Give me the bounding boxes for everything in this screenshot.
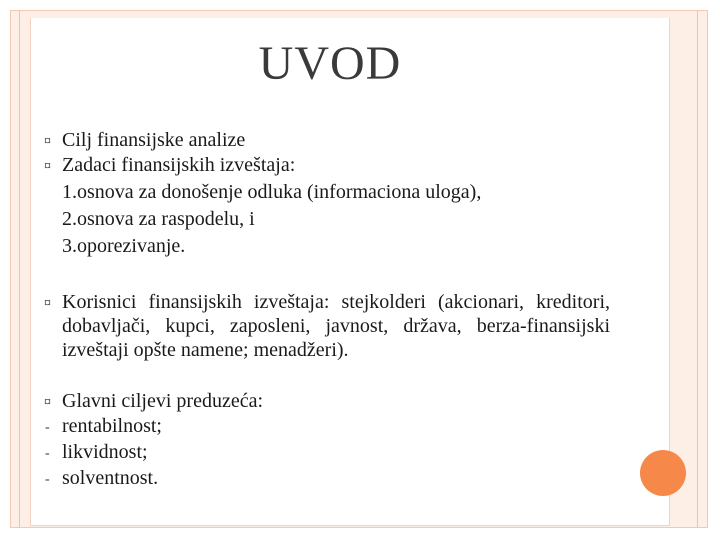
frame-line-right [697,11,698,527]
sub-line: 1.osnova za donošenje odluka (informaciona uloga), [62,181,482,203]
bullet-paragraph: Korisnici finansijskih izveštaja: stejkolderi (akcionari, kreditori, dobavljači, kupci, zaposleni, javnost, država, berza-finansijski izveštaji opšte namene; menadžeri). [62,291,610,361]
dash-marker: - [45,472,50,487]
sub-item: likvidnost; [62,441,148,463]
sub-line: 2.osnova za raspodelu, i [62,208,255,230]
sub-item: rentabilnost; [62,415,162,437]
bullet-icon: ¤ [44,159,51,174]
sub-line: 3.oporezivanje. [62,235,186,257]
bullet-icon: ¤ [44,134,51,149]
slide-title: UVOD [258,37,402,90]
bullet-text: Cilj finansijske analize [62,129,246,151]
bullet-icon: ¤ [44,296,51,311]
accent-circle [640,450,686,496]
bullet-icon: ¤ [44,395,51,410]
bullet-text: Zadaci finansijskih izveštaja: [62,154,296,176]
bullet-text: Glavni ciljevi preduzeća: [62,390,264,412]
dash-marker: - [45,420,50,435]
dash-marker: - [45,446,50,461]
sub-item: solventnost. [62,467,159,489]
frame-line-left [19,11,20,527]
